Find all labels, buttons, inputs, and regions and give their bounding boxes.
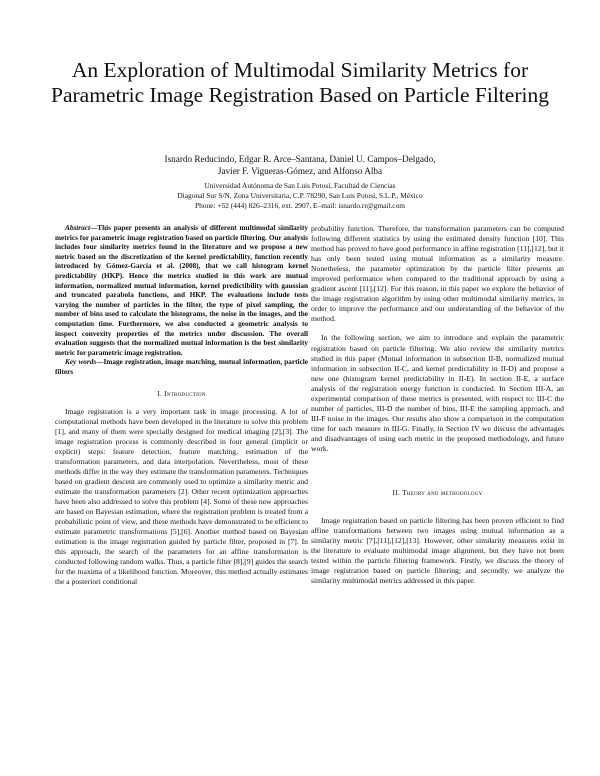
author-list xyxy=(40,153,560,177)
right-paragraph-1: probability function. Therefore, the transformation parameters can be computed following different statistics by using the estimated density function [10]. This method has proved to have good performance in affine registration [11],[12], but it has only been tested using mutual information as a similarity measure. Nonetheless, the parameter optimization by the particle filter presents an improved performance when compared to the traditional approach by using a gradient ascent [11],[12]. For this reason, in this paper we explore the behavior of the image registration algorithm by using other multimodal similarity metrics, in order to improve the performance and our understanding of the behavior of the method. xyxy=(311,224,564,324)
affiliation xyxy=(40,181,560,212)
abstract xyxy=(55,224,308,358)
affiliation-line-2: Diagonal Sur S/N, Zona Universitaria, C.P. 78290, San Luis Potosí, S.L.P., México xyxy=(177,191,423,201)
section-heading-introduction xyxy=(55,389,308,399)
section-2-title: Theory and methodology xyxy=(402,488,483,498)
intro-paragraph: Image registration is a very important task in image processing. A lot of computational methods have been developed in the literature to solve this problem [1], and many of them were specially designed for medical imaging [2],[3]. The image registration process is commonly described in four general (implicit or explicit) steps: feature detection, feature matching, estimation of the transformation parameters, and data interpolation. Nevertheless, most of these methods differ in the way they estimate the transformation parameters. Techniques based on gradient descent are commonly used to optimize a similarity metric and estimate the transformation parameters [2]. Other recent optimization approaches have been also addressed to solve this problem [4]. Some of these new approaches are based on Bayesian estimation, where the registration problem is treated from a probabilistic point of view, and these methods have demonstrated to be efficient to estimate parametric transformations [5],[6]. Another method based on Bayesian estimation is the image registration guided by particle filter, proposed in [7]. In this approach, the search of the parameters for an affine transformation is conducted following random walks. Thus, a particle filter [8],[9] guides the search for the maxima of a likelihood function. Moreover, this method actually estimates the a posteriori conditional xyxy=(55,406,308,587)
affiliation-line-1: Universidad Autónoma de San Luis Potosí, Facultad de Ciencias xyxy=(204,181,396,190)
section-heading-theory xyxy=(311,488,564,498)
left-column xyxy=(55,224,308,587)
section-1-title: Introduction xyxy=(164,388,206,398)
abstract-label: Abstract xyxy=(65,224,90,232)
keywords-label: Key words xyxy=(65,358,97,367)
theory-paragraph: Image registration based on particle filtering has been proven efficient to find affine transformations between two images using mutual information as a similarity metric [7],[11],[12],[13]. However, other similarity measures exist in the literature to evaluate multimodal image alignment, but they have not been tested within the particle filtering framework. Firstly, we discuss the theory of image registration based on particle filtering; and secondly, we analyze the similarity multimodal metrics addressed in this paper. xyxy=(311,516,564,586)
paper-title: An Exploration of Multimodal Similarity Metrics for Parametric Image Registration Based on Particle Filtering xyxy=(51,58,549,107)
keywords xyxy=(55,358,308,377)
authors-line-1: Isnardo Reducindo, Edgar R. Arce–Santana, Daniel U. Campos–Delgado, xyxy=(164,154,436,164)
right-paragraph-2: In the following section, we aim to introduce and explain the parametric registration based on particle filtering. We also review the similarity metrics studied in this paper (Mutual information in subsection II-B, normalized mutual information in subsection II-C, and kernel predictability in II-D) and propose a new one (histogram kernel predictability in II-E). In section II-E, a surface analysis of the registration energy function is conducted. In Section III-A, an experimental comparison of these metrics is presented, with respect to: III-C the number of particles, III-D the number of bins, III-E the sampling approach, and III-F noise in the images. Our results also show a comparison in the computation time for each measure in III-G. Finally, in Section IV we discuss the advantages and disadvantages of using each metric in the proposed methodology, and future work. xyxy=(311,333,564,453)
keywords-text: —Image registration, image matching, mutual information, particle filters xyxy=(55,358,308,376)
authors-line-2: Javier F. Vigueras-Gómez, and Alfonso Alba xyxy=(217,166,383,176)
affiliation-contact: Phone: +52 (444) 826–2316, ext. 2907, E–mail: isnardo.rr@gmail.com xyxy=(194,201,406,211)
abstract-text: —This paper presents an analysis of different multimodal similarity metrics for parametric image registration based on particle filtering. Our analysis includes four similarity metrics found in the literature and we propose a new metric based on the discretization of the kernel predictability, function recently introduced by Gómez-García et al. (2008), that we call histogram kernel predictability (HKP). Hence the metrics studied in this work are mutual information, normalized mutual information, kernel predictibility with gaussian and truncated parabola functions, and HKP. The evaluations include tests varying the number of particles in the filter, the type of pixel sampling, the number of bins used to calculate the histograms, the noise in the images, and the computation time. Furthermore, we also conducted a geometric analysis to inspect convexity properties of the metrics under discussion. The overall evaluation suggests that the normalized mutual information is the best similarity metric for parametric image registration. xyxy=(55,224,308,357)
section-2-numeral: II. xyxy=(392,488,401,498)
section-1-numeral: I. xyxy=(157,388,163,398)
right-column xyxy=(311,224,564,586)
